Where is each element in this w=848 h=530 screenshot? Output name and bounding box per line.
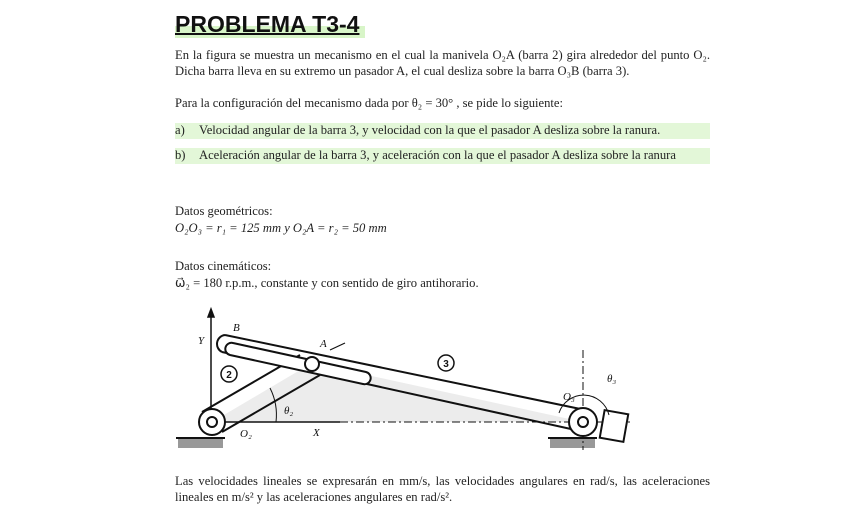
label-o2: O₂ [240,428,252,440]
label-a: A [320,338,327,350]
intro-paragraph: En la figura se muestra un mecanismo en el cual la manivela O₂A (barra 2) gira alrededor del punto O₂. Dicha barra lleva en su extremo un pasador A, el cual desliza sobre la barra O₃B (barra 3). [175,48,710,78]
geo-values: O₂O₃ = r₁ = 125 mm y O₂A = r₂ = 50 mm [175,221,387,235]
kin-heading: Datos cinemáticos: [175,259,272,273]
label-theta3: θ₃ [607,373,617,385]
block [600,410,628,442]
label-y: Y [198,335,205,347]
question-a-text: Velocidad angular de la barra 3, y velocidad con la que el pasador A desliza sobre la ranura. [199,123,661,137]
bar-3-number: 3 [443,359,449,370]
config-paragraph: Para la configuración del mecanismo dada por θ₂ = 30° , se pide lo siguiente: [175,96,564,110]
question-b-text: Aceleración angular de la barra 3, y aceleración con la que el pasador A desliza sobre la ranura [199,148,676,162]
pin-a [305,357,319,371]
label-x: X [313,427,320,439]
label-o3: O₃ [563,391,575,403]
label-theta2: θ₂ [284,405,294,417]
ground-left [178,438,223,448]
units-footer: Las velocidades lineales se expresarán en mm/s, las velocidades angulares en rad/s, las aceleraciones lineales en m/s² y las aceleraciones angulares en rad/s². [175,474,710,504]
label-b: B [233,322,240,334]
problem-title: PROBLEMA T3-4 [175,11,365,38]
question-a-label: a) [175,123,185,137]
ground-right [550,438,595,448]
bar-2-number: 2 [226,370,232,381]
geo-heading: Datos geométricos: [175,204,273,218]
kin-values: ω⃗₂ = 180 r.p.m., constante y con sentido de giro antihorario. [175,276,479,290]
question-b-label: b) [175,148,186,162]
